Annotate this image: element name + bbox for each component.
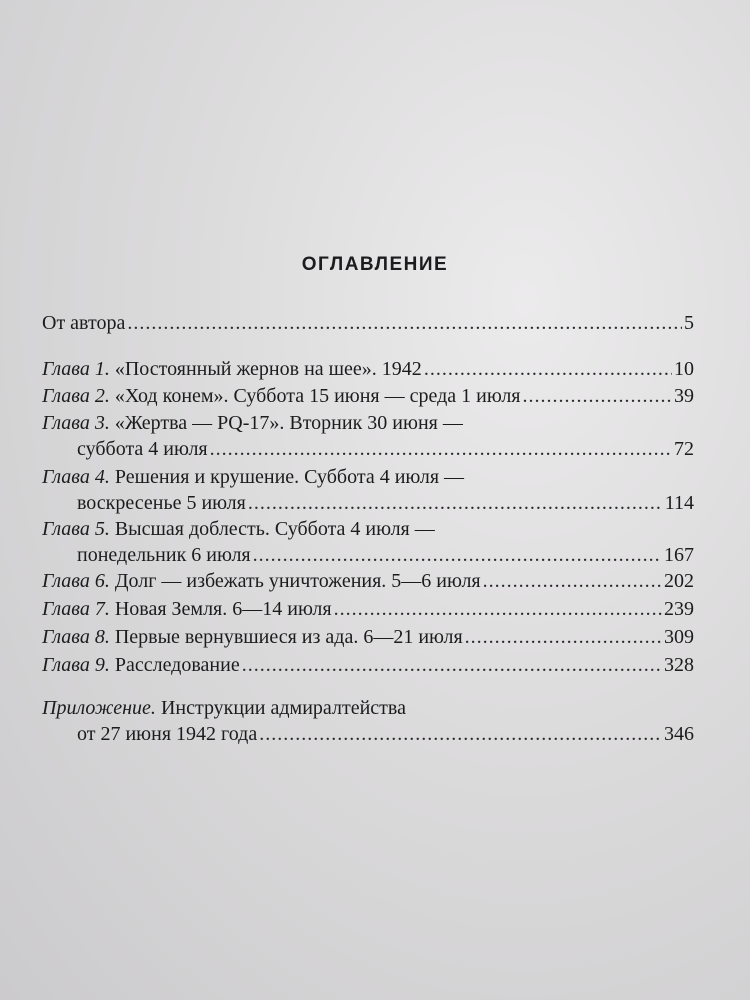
dot-leader bbox=[465, 624, 662, 650]
toc-chapter-label: Глава 5. bbox=[42, 518, 110, 540]
dot-leader bbox=[259, 721, 662, 747]
toc-chapter-label: Глава 9. bbox=[42, 654, 110, 676]
toc-entry-title: От автора bbox=[42, 312, 126, 334]
toc-entry-preface bbox=[42, 310, 694, 336]
toc-page-number: 309 bbox=[664, 626, 694, 648]
toc-entry-title: Долг — избежать уничтожения. 5—6 июля bbox=[114, 570, 481, 592]
toc-entry-title-continued: понедельник 6 июля bbox=[77, 544, 251, 566]
toc-chapter-label: Глава 3. bbox=[42, 412, 110, 434]
toc-entry-title: Расследование bbox=[114, 654, 240, 676]
toc-page-number: 39 bbox=[674, 385, 694, 407]
dot-leader bbox=[248, 490, 663, 516]
toc-chapter-label: Приложение. bbox=[42, 697, 156, 719]
toc-entry-chapter-1 bbox=[42, 356, 694, 382]
toc-entry-chapter-6 bbox=[42, 568, 694, 594]
toc-entry-chapter-7 bbox=[42, 596, 694, 622]
toc-entry-title: Новая Земля. 6—14 июля bbox=[114, 598, 332, 620]
dot-leader bbox=[334, 596, 662, 622]
toc-entry-title-continued: суббота 4 июля bbox=[77, 438, 208, 460]
toc-chapter-label: Глава 7. bbox=[42, 598, 110, 620]
toc-entry-title-continued: воскресенье 5 июля bbox=[77, 492, 246, 514]
dot-leader bbox=[424, 356, 672, 382]
toc-page-number: 72 bbox=[674, 438, 694, 460]
toc-chapter-label: Глава 6. bbox=[42, 570, 110, 592]
toc-page-number: 10 bbox=[674, 358, 694, 380]
toc-entry-chapter-9 bbox=[42, 652, 694, 678]
toc-entry-title: Высшая доблесть. Суббота 4 июля — bbox=[114, 518, 435, 540]
toc-entry-title: Инструкции адмиралтейства bbox=[160, 697, 406, 719]
dot-leader bbox=[483, 568, 662, 594]
toc-entry-chapter-4 bbox=[42, 464, 694, 516]
toc-entry-chapter-5 bbox=[42, 516, 694, 568]
toc-page-number: 239 bbox=[664, 598, 694, 620]
toc-page-number: 5 bbox=[684, 312, 694, 334]
toc-chapter-label: Глава 1. bbox=[42, 358, 110, 380]
dot-leader bbox=[523, 383, 673, 409]
toc-entry-title: Решения и крушение. Суббота 4 июля — bbox=[114, 466, 465, 488]
dot-leader bbox=[242, 652, 662, 678]
toc-entry-appendix bbox=[42, 695, 694, 747]
toc-entry-chapter-3 bbox=[42, 410, 694, 462]
toc-title: ОГЛАВЛЕНИЕ bbox=[301, 254, 449, 275]
toc-page-number: 328 bbox=[664, 654, 694, 676]
toc-page-number: 202 bbox=[664, 570, 694, 592]
dot-leader bbox=[210, 436, 672, 462]
toc-chapter-label: Глава 2. bbox=[42, 385, 110, 407]
dot-leader bbox=[127, 310, 682, 336]
toc-page-number: 167 bbox=[664, 544, 694, 566]
toc-entry-chapter-8 bbox=[42, 624, 694, 650]
toc-chapter-label: Глава 8. bbox=[42, 626, 110, 648]
dot-leader bbox=[253, 542, 662, 568]
toc-entry-title: Первые вернувшиеся из ада. 6—21 июля bbox=[114, 626, 463, 648]
toc-entry-title-continued: от 27 июня 1942 года bbox=[77, 723, 258, 745]
toc-entry-title: «Жертва — PQ-17». Вторник 30 июня — bbox=[114, 412, 463, 434]
toc-page-number: 114 bbox=[664, 492, 694, 514]
toc-chapter-label: Глава 4. bbox=[42, 466, 110, 488]
toc-entry-title: «Ход конем». Суббота 15 июня — среда 1 июля bbox=[114, 385, 521, 407]
toc-page-number: 346 bbox=[664, 723, 694, 745]
toc-entry-title: «Постоянный жернов на шее». 1942 bbox=[114, 358, 422, 380]
toc-entry-chapter-2 bbox=[42, 383, 694, 409]
